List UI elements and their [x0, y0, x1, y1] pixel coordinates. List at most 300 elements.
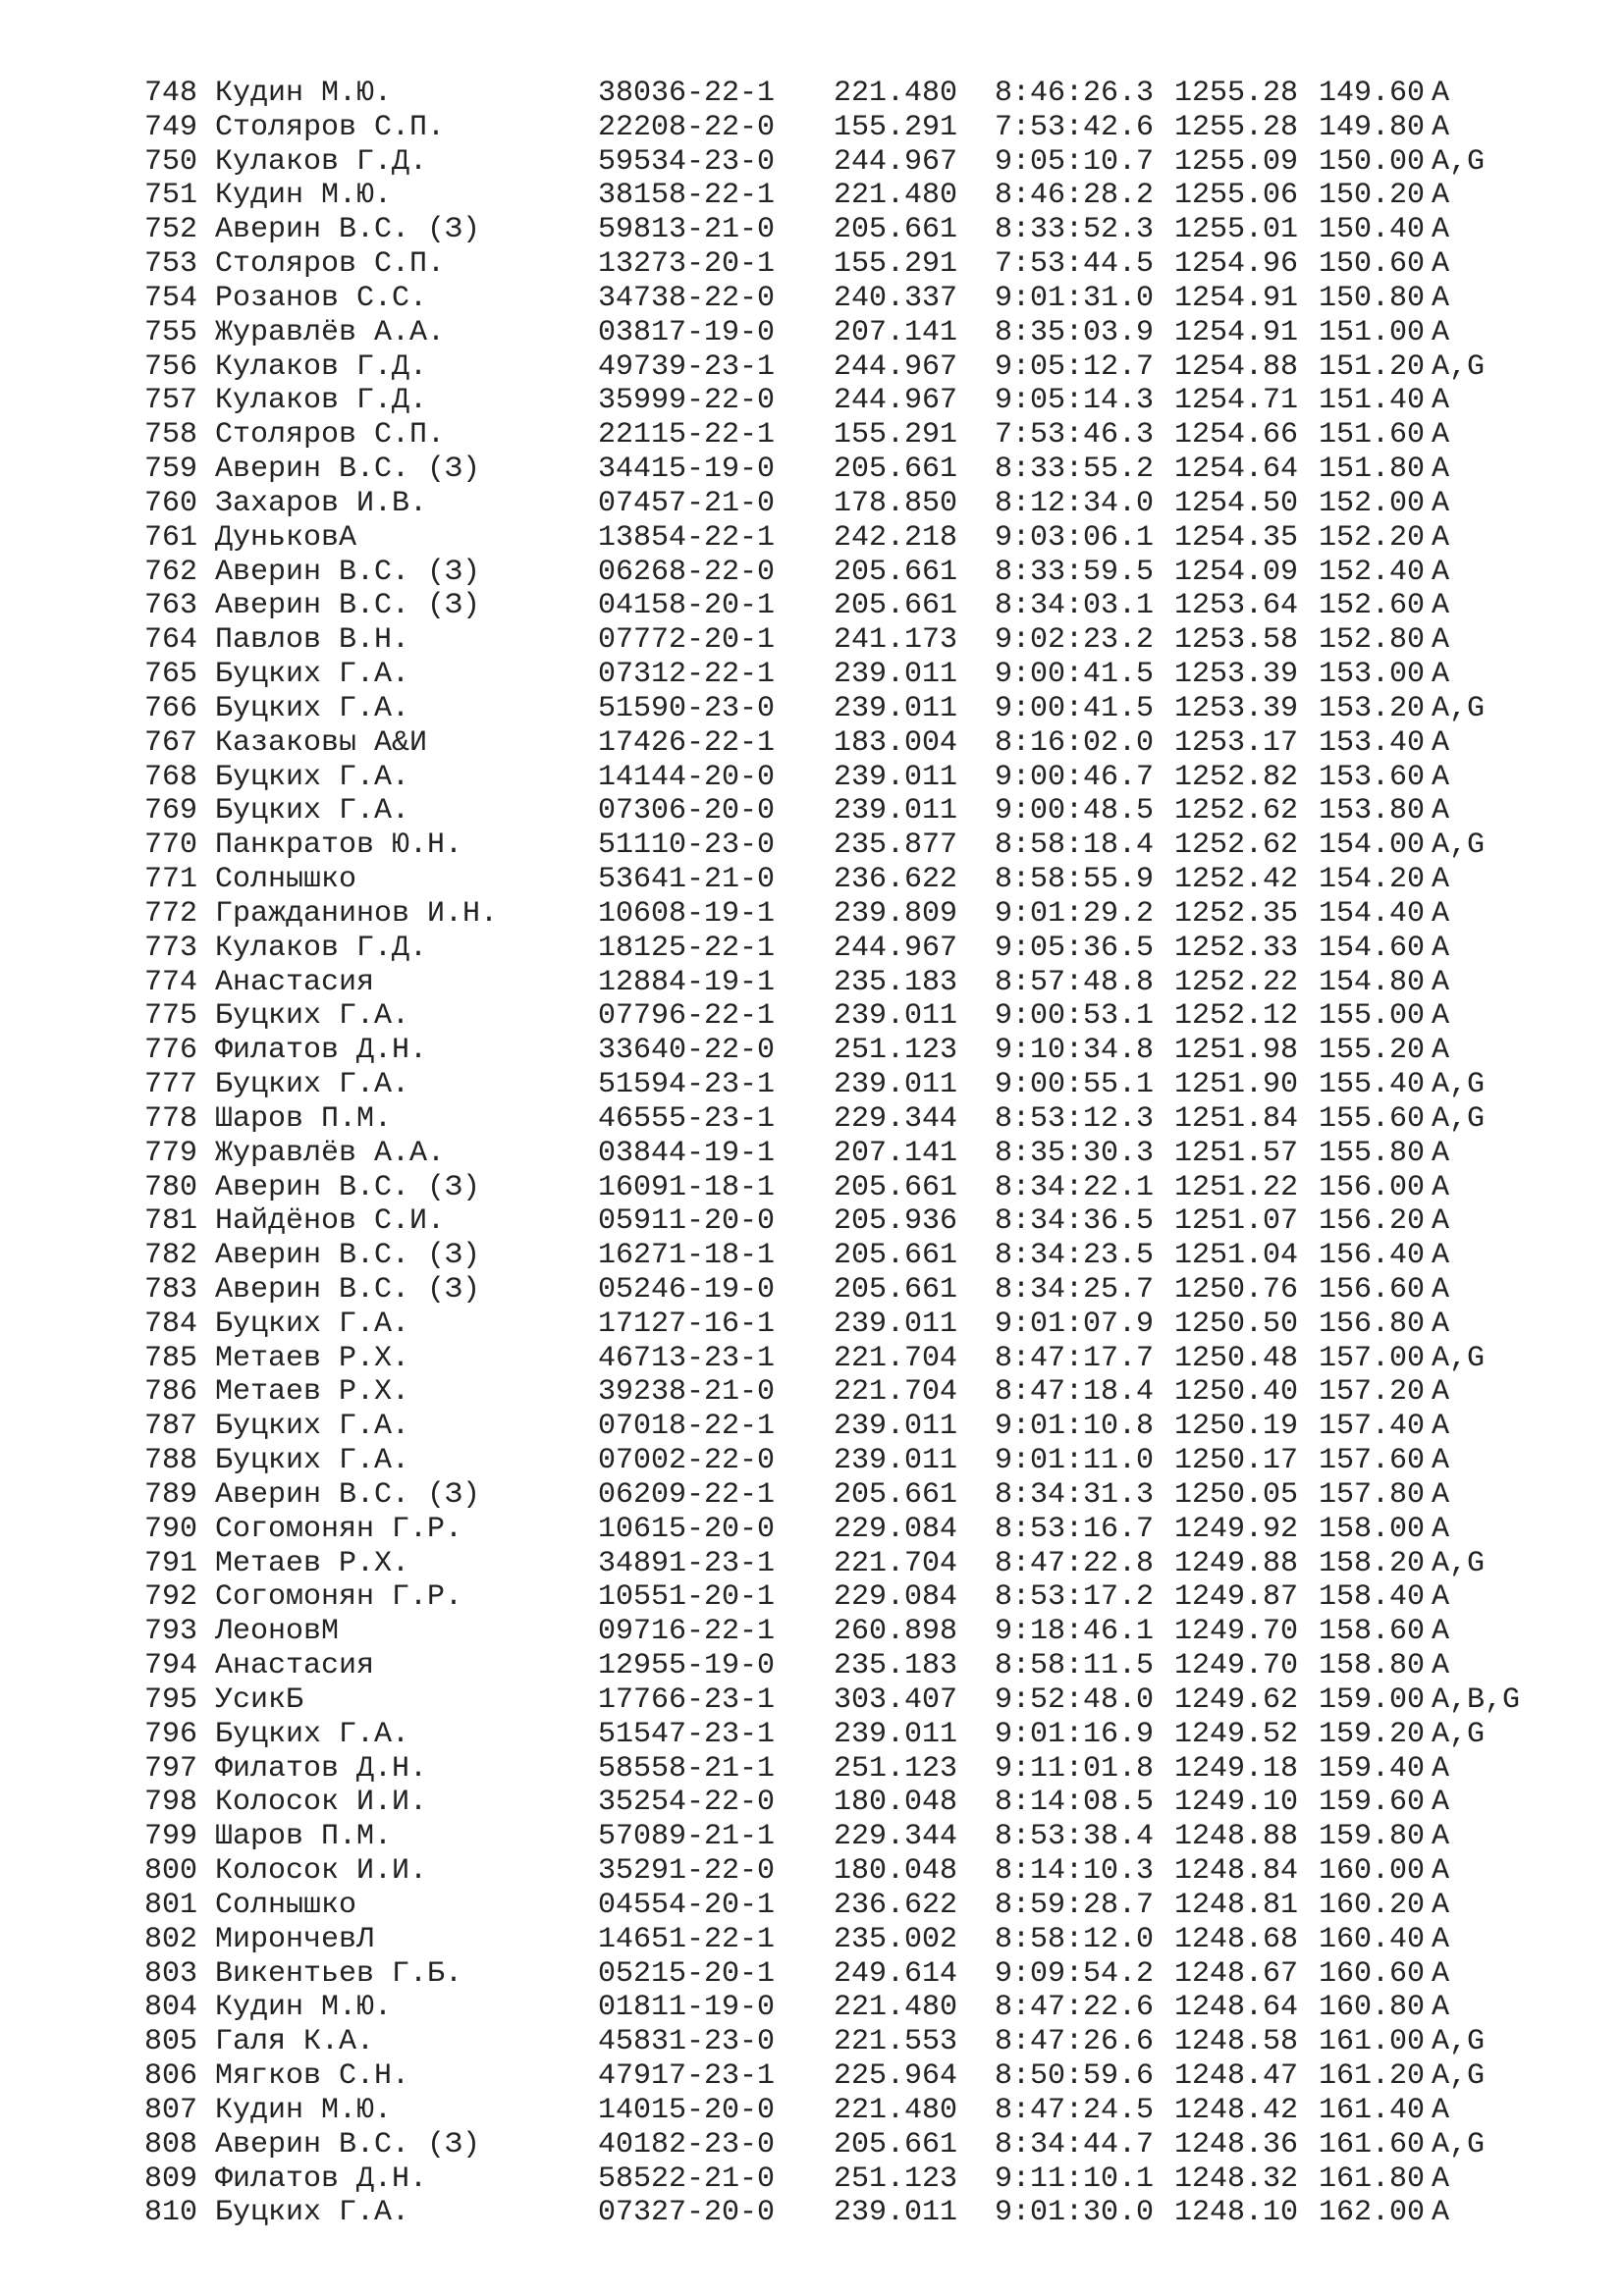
arrival-time: 9:05:10.7 [995, 144, 1155, 179]
arrival-time: 9:00:41.5 [995, 658, 1155, 692]
category-flags: A [1432, 760, 1450, 794]
ring-number: 10551-20-1 [598, 1580, 776, 1615]
speed: 1252.62 [1174, 794, 1299, 828]
coefficient: 157.80 [1319, 1477, 1426, 1512]
place-number: 775 [144, 999, 198, 1034]
category-flags: A [1432, 520, 1450, 555]
coefficient: 158.80 [1319, 1649, 1426, 1683]
ring-number: 46713-23-1 [598, 1341, 776, 1375]
category-flags: A [1432, 179, 1450, 213]
fancier-name: Кудин М.Ю. [215, 179, 393, 213]
arrival-time: 8:47:22.6 [995, 1991, 1155, 2025]
distance: 180.048 [834, 1854, 958, 1889]
speed: 1250.76 [1174, 1272, 1299, 1307]
distance: 239.011 [834, 1717, 958, 1751]
speed: 1254.71 [1174, 384, 1299, 418]
result-row [144, 658, 1520, 692]
distance: 221.480 [834, 77, 958, 110]
result-row [144, 726, 1520, 761]
result-row [144, 1375, 1520, 1410]
fancier-name: Филатов Д.Н. [215, 1751, 428, 1786]
result-row [144, 1580, 1520, 1615]
distance: 221.480 [834, 179, 958, 213]
result-row [144, 1957, 1520, 1992]
speed: 1248.67 [1174, 1956, 1299, 1991]
coefficient: 150.00 [1319, 144, 1426, 179]
fancier-name: Викентьев Г.Б. [215, 1956, 463, 1991]
arrival-time: 8:33:59.5 [995, 555, 1155, 589]
ring-number: 03817-19-0 [598, 315, 776, 349]
distance: 244.967 [834, 349, 958, 384]
place-number: 793 [144, 1615, 198, 1649]
distance: 229.084 [834, 1580, 958, 1615]
distance: 205.661 [834, 1170, 958, 1204]
speed: 1248.68 [1174, 1922, 1299, 1956]
result-row [144, 1102, 1520, 1137]
fancier-name: Солнышко [215, 1888, 357, 1922]
fancier-name: Анастасия [215, 965, 375, 999]
arrival-time: 9:00:48.5 [995, 794, 1155, 828]
distance: 205.661 [834, 589, 958, 623]
fancier-name: Захаров И.В. [215, 486, 428, 520]
arrival-time: 8:46:28.2 [995, 179, 1155, 213]
ring-number: 45831-23-0 [598, 2025, 776, 2059]
result-row [144, 1649, 1520, 1683]
category-flags: A [1432, 1512, 1450, 1546]
result-row [144, 1478, 1520, 1513]
speed: 1254.96 [1174, 247, 1299, 282]
result-row [144, 1342, 1520, 1376]
result-row [144, 863, 1520, 897]
place-number: 809 [144, 2162, 198, 2196]
place-number: 778 [144, 1101, 198, 1136]
place-number: 770 [144, 828, 198, 863]
ring-number: 09716-22-1 [598, 1615, 776, 1649]
coefficient: 158.40 [1319, 1580, 1426, 1615]
ring-number: 17766-23-1 [598, 1682, 776, 1717]
place-number: 800 [144, 1854, 198, 1889]
distance: 225.964 [834, 2059, 958, 2094]
arrival-time: 8:34:36.5 [995, 1204, 1155, 1239]
place-number: 787 [144, 1410, 198, 1444]
category-flags: A,G [1432, 828, 1486, 863]
coefficient: 154.00 [1319, 828, 1426, 863]
arrival-time: 8:34:23.5 [995, 1239, 1155, 1273]
distance: 155.291 [834, 247, 958, 282]
arrival-time: 9:01:11.0 [995, 1444, 1155, 1478]
ring-number: 51590-23-0 [598, 691, 776, 725]
distance: 183.004 [834, 725, 958, 760]
speed: 1252.12 [1174, 999, 1299, 1034]
fancier-name: Буцких Г.А. [215, 1307, 410, 1341]
arrival-time: 8:50:59.6 [995, 2059, 1155, 2094]
speed: 1253.39 [1174, 691, 1299, 725]
category-flags: A [1432, 281, 1450, 315]
fancier-name: Буцких Г.А. [215, 658, 410, 692]
coefficient: 150.60 [1319, 247, 1426, 282]
category-flags: A,G [1432, 1341, 1486, 1375]
distance: 239.011 [834, 1410, 958, 1444]
ring-number: 35999-22-0 [598, 384, 776, 418]
category-flags: A,G [1432, 1546, 1486, 1580]
arrival-time: 9:52:48.0 [995, 1682, 1155, 1717]
place-number: 808 [144, 2127, 198, 2162]
ring-number: 14144-20-0 [598, 760, 776, 794]
fancier-name: Найдёнов С.И. [215, 1204, 446, 1239]
place-number: 766 [144, 691, 198, 725]
category-flags: A [1432, 1991, 1450, 2025]
ring-number: 07002-22-0 [598, 1444, 776, 1478]
coefficient: 150.80 [1319, 281, 1426, 315]
distance: 239.011 [834, 658, 958, 692]
result-row [144, 111, 1520, 145]
arrival-time: 8:59:28.7 [995, 1888, 1155, 1922]
coefficient: 151.20 [1319, 349, 1426, 384]
speed: 1249.18 [1174, 1751, 1299, 1786]
fancier-name: Кулаков Г.Д. [215, 349, 428, 384]
result-row [144, 1923, 1520, 1957]
place-number: 784 [144, 1307, 198, 1341]
ring-number: 05215-20-1 [598, 1956, 776, 1991]
place-number: 806 [144, 2059, 198, 2094]
speed: 1253.39 [1174, 658, 1299, 692]
distance: 239.011 [834, 794, 958, 828]
arrival-time: 9:00:46.7 [995, 760, 1155, 794]
category-flags: A,G [1432, 144, 1486, 179]
category-flags: A [1432, 1477, 1450, 1512]
speed: 1249.70 [1174, 1649, 1299, 1683]
category-flags: A [1432, 1307, 1450, 1341]
arrival-time: 8:34:22.1 [995, 1170, 1155, 1204]
fancier-name: ЛеоновМ [215, 1615, 340, 1649]
fancier-name: Кулаков Г.Д. [215, 931, 428, 965]
fancier-name: Аверин В.С. (З) [215, 1477, 481, 1512]
place-number: 776 [144, 1034, 198, 1068]
place-number: 757 [144, 384, 198, 418]
coefficient: 157.60 [1319, 1444, 1426, 1478]
result-row [144, 1137, 1520, 1171]
fancier-name: Шаров П.М. [215, 1820, 393, 1854]
category-flags: A [1432, 453, 1450, 487]
result-row [144, 179, 1520, 213]
category-flags: A [1432, 1649, 1450, 1683]
distance: 239.011 [834, 1444, 958, 1478]
arrival-time: 9:00:55.1 [995, 1068, 1155, 1102]
result-row [144, 1820, 1520, 1854]
distance: 235.183 [834, 1649, 958, 1683]
speed: 1251.84 [1174, 1101, 1299, 1136]
coefficient: 156.00 [1319, 1170, 1426, 1204]
speed: 1249.87 [1174, 1580, 1299, 1615]
arrival-time: 8:46:26.3 [995, 77, 1155, 110]
category-flags: A [1432, 418, 1450, 453]
category-flags: A,B,G [1432, 1682, 1521, 1717]
ring-number: 35254-22-0 [598, 1786, 776, 1820]
distance: 239.011 [834, 1068, 958, 1102]
arrival-time: 9:01:30.0 [995, 2196, 1155, 2230]
distance: 241.173 [834, 623, 958, 658]
coefficient: 159.00 [1319, 1682, 1426, 1717]
coefficient: 161.60 [1319, 2127, 1426, 2162]
category-flags: A [1432, 555, 1450, 589]
result-row [144, 145, 1520, 180]
ring-number: 58522-21-0 [598, 2162, 776, 2196]
category-flags: A [1432, 863, 1450, 897]
place-number: 754 [144, 281, 198, 315]
coefficient: 155.20 [1319, 1034, 1426, 1068]
category-flags: A [1432, 589, 1450, 623]
speed: 1254.09 [1174, 555, 1299, 589]
speed: 1252.62 [1174, 828, 1299, 863]
ring-number: 01811-19-0 [598, 1991, 776, 2025]
speed: 1250.50 [1174, 1307, 1299, 1341]
coefficient: 156.60 [1319, 1272, 1426, 1307]
category-flags: A,G [1432, 2025, 1486, 2059]
fancier-name: Метаев Р.Х. [215, 1341, 410, 1375]
coefficient: 158.60 [1319, 1615, 1426, 1649]
distance: 207.141 [834, 1136, 958, 1170]
ring-number: 03844-19-1 [598, 1136, 776, 1170]
distance: 205.661 [834, 1239, 958, 1273]
coefficient: 158.00 [1319, 1512, 1426, 1546]
ring-number: 40182-23-0 [598, 2127, 776, 2162]
distance: 205.936 [834, 1204, 958, 1239]
fancier-name: Панкратов Ю.Н. [215, 828, 463, 863]
distance: 229.344 [834, 1101, 958, 1136]
distance: 239.011 [834, 2196, 958, 2230]
result-row [144, 1239, 1520, 1273]
fancier-name: ДуньковА [215, 520, 357, 555]
coefficient: 153.80 [1319, 794, 1426, 828]
fancier-name: Аверин В.С. (З) [215, 1170, 481, 1204]
fancier-name: МирончевЛ [215, 1922, 375, 1956]
category-flags: A [1432, 1034, 1450, 1068]
arrival-time: 8:34:03.1 [995, 589, 1155, 623]
speed: 1254.66 [1174, 418, 1299, 453]
results-list [144, 77, 1520, 2230]
category-flags: A,G [1432, 2127, 1486, 2162]
ring-number: 05246-19-0 [598, 1272, 776, 1307]
ring-number: 58558-21-1 [598, 1751, 776, 1786]
category-flags: A [1432, 2196, 1450, 2230]
arrival-time: 9:00:41.5 [995, 691, 1155, 725]
distance: 155.291 [834, 110, 958, 144]
result-row [144, 1991, 1520, 2025]
distance: 244.967 [834, 931, 958, 965]
ring-number: 12955-19-0 [598, 1649, 776, 1683]
speed: 1250.48 [1174, 1341, 1299, 1375]
place-number: 774 [144, 965, 198, 999]
distance: 205.661 [834, 1477, 958, 1512]
result-row [144, 556, 1520, 590]
speed: 1252.35 [1174, 896, 1299, 931]
result-row [144, 1615, 1520, 1649]
speed: 1248.36 [1174, 2127, 1299, 2162]
coefficient: 153.00 [1319, 658, 1426, 692]
distance: 205.661 [834, 555, 958, 589]
speed: 1251.57 [1174, 1136, 1299, 1170]
arrival-time: 9:05:12.7 [995, 349, 1155, 384]
place-number: 795 [144, 1682, 198, 1717]
place-number: 755 [144, 315, 198, 349]
fancier-name: Столяров С.П. [215, 247, 446, 282]
category-flags: A [1432, 110, 1450, 144]
coefficient: 154.40 [1319, 896, 1426, 931]
arrival-time: 9:05:14.3 [995, 384, 1155, 418]
result-row [144, 761, 1520, 795]
coefficient: 153.60 [1319, 760, 1426, 794]
speed: 1248.88 [1174, 1820, 1299, 1854]
coefficient: 160.60 [1319, 1956, 1426, 1991]
coefficient: 160.40 [1319, 1922, 1426, 1956]
ring-number: 59813-21-0 [598, 213, 776, 247]
fancier-name: Аверин В.С. (З) [215, 213, 481, 247]
place-number: 762 [144, 555, 198, 589]
ring-number: 14651-22-1 [598, 1922, 776, 1956]
coefficient: 152.60 [1319, 589, 1426, 623]
category-flags: A [1432, 213, 1450, 247]
fancier-name: Метаев Р.Х. [215, 1546, 410, 1580]
category-flags: A [1432, 1820, 1450, 1854]
ring-number: 04158-20-1 [598, 589, 776, 623]
category-flags: A [1432, 794, 1450, 828]
ring-number: 07772-20-1 [598, 623, 776, 658]
distance: 205.661 [834, 213, 958, 247]
coefficient: 152.20 [1319, 520, 1426, 555]
place-number: 765 [144, 658, 198, 692]
result-row [144, 1854, 1520, 1889]
category-flags: A [1432, 658, 1450, 692]
arrival-time: 8:14:08.5 [995, 1786, 1155, 1820]
arrival-time: 9:01:07.9 [995, 1307, 1155, 1341]
place-number: 810 [144, 2196, 198, 2230]
place-number: 758 [144, 418, 198, 453]
speed: 1254.91 [1174, 315, 1299, 349]
arrival-time: 9:10:34.8 [995, 1034, 1155, 1068]
speed: 1248.81 [1174, 1888, 1299, 1922]
arrival-time: 9:02:23.2 [995, 623, 1155, 658]
ring-number: 34738-22-0 [598, 281, 776, 315]
coefficient: 151.00 [1319, 315, 1426, 349]
fancier-name: УсикБ [215, 1682, 304, 1717]
fancier-name: Казаковы А&И [215, 725, 428, 760]
result-row [144, 1752, 1520, 1787]
category-flags: A [1432, 384, 1450, 418]
ring-number: 17127-16-1 [598, 1307, 776, 1341]
distance: 239.011 [834, 1307, 958, 1341]
fancier-name: Колосок И.И. [215, 1854, 428, 1889]
place-number: 751 [144, 179, 198, 213]
fancier-name: Анастасия [215, 1649, 375, 1683]
arrival-time: 8:47:22.8 [995, 1546, 1155, 1580]
result-row [144, 932, 1520, 966]
place-number: 788 [144, 1444, 198, 1478]
coefficient: 159.80 [1319, 1820, 1426, 1854]
distance: 236.622 [834, 863, 958, 897]
category-flags: A [1432, 315, 1450, 349]
ring-number: 04554-20-1 [598, 1888, 776, 1922]
fancier-name: Столяров С.П. [215, 418, 446, 453]
ring-number: 14015-20-0 [598, 2093, 776, 2127]
speed: 1248.64 [1174, 1991, 1299, 2025]
result-row [144, 1513, 1520, 1547]
place-number: 805 [144, 2025, 198, 2059]
category-flags: A,G [1432, 1101, 1486, 1136]
fancier-name: Аверин В.С. (З) [215, 555, 481, 589]
arrival-time: 8:53:16.7 [995, 1512, 1155, 1546]
category-flags: A [1432, 247, 1450, 282]
arrival-time: 9:03:06.1 [995, 520, 1155, 555]
coefficient: 153.40 [1319, 725, 1426, 760]
coefficient: 154.20 [1319, 863, 1426, 897]
distance: 221.704 [834, 1341, 958, 1375]
speed: 1253.64 [1174, 589, 1299, 623]
fancier-name: Метаев Р.Х. [215, 1375, 410, 1410]
result-row [144, 1786, 1520, 1820]
result-row [144, 77, 1520, 111]
ring-number: 53641-21-0 [598, 863, 776, 897]
result-row [144, 1889, 1520, 1923]
ring-number: 07312-22-1 [598, 658, 776, 692]
distance: 251.123 [834, 1751, 958, 1786]
ring-number: 49739-23-1 [598, 349, 776, 384]
ring-number: 12884-19-1 [598, 965, 776, 999]
fancier-name: Аверин В.С. (З) [215, 1272, 481, 1307]
fancier-name: Буцких Г.А. [215, 1410, 410, 1444]
category-flags: A [1432, 1272, 1450, 1307]
distance: 221.704 [834, 1375, 958, 1410]
place-number: 794 [144, 1649, 198, 1683]
speed: 1249.88 [1174, 1546, 1299, 1580]
ring-number: 10608-19-1 [598, 896, 776, 931]
category-flags: A [1432, 1204, 1450, 1239]
category-flags: A [1432, 1136, 1450, 1170]
arrival-time: 8:53:12.3 [995, 1101, 1155, 1136]
result-row [144, 521, 1520, 556]
result-row [144, 2163, 1520, 2197]
speed: 1248.84 [1174, 1854, 1299, 1889]
speed: 1249.10 [1174, 1786, 1299, 1820]
distance: 244.967 [834, 144, 958, 179]
coefficient: 161.40 [1319, 2093, 1426, 2127]
speed: 1249.70 [1174, 1615, 1299, 1649]
speed: 1252.42 [1174, 863, 1299, 897]
arrival-time: 8:57:48.8 [995, 965, 1155, 999]
category-flags: A [1432, 1170, 1450, 1204]
result-row [144, 2094, 1520, 2128]
result-row [144, 1308, 1520, 1342]
category-flags: A [1432, 1410, 1450, 1444]
result-row [144, 692, 1520, 726]
result-row [144, 589, 1520, 623]
category-flags: A [1432, 1956, 1450, 1991]
distance: 205.661 [834, 453, 958, 487]
place-number: 785 [144, 1341, 198, 1375]
distance: 236.622 [834, 1888, 958, 1922]
place-number: 756 [144, 349, 198, 384]
category-flags: A [1432, 1580, 1450, 1615]
distance: 229.344 [834, 1820, 958, 1854]
fancier-name: Аверин В.С. (З) [215, 1239, 481, 1273]
result-row [144, 794, 1520, 828]
speed: 1248.42 [1174, 2093, 1299, 2127]
distance: 235.183 [834, 965, 958, 999]
place-number: 796 [144, 1717, 198, 1751]
category-flags: A [1432, 1922, 1450, 1956]
arrival-time: 9:11:10.1 [995, 2162, 1155, 2196]
ring-number: 39238-21-0 [598, 1375, 776, 1410]
arrival-time: 8:58:55.9 [995, 863, 1155, 897]
